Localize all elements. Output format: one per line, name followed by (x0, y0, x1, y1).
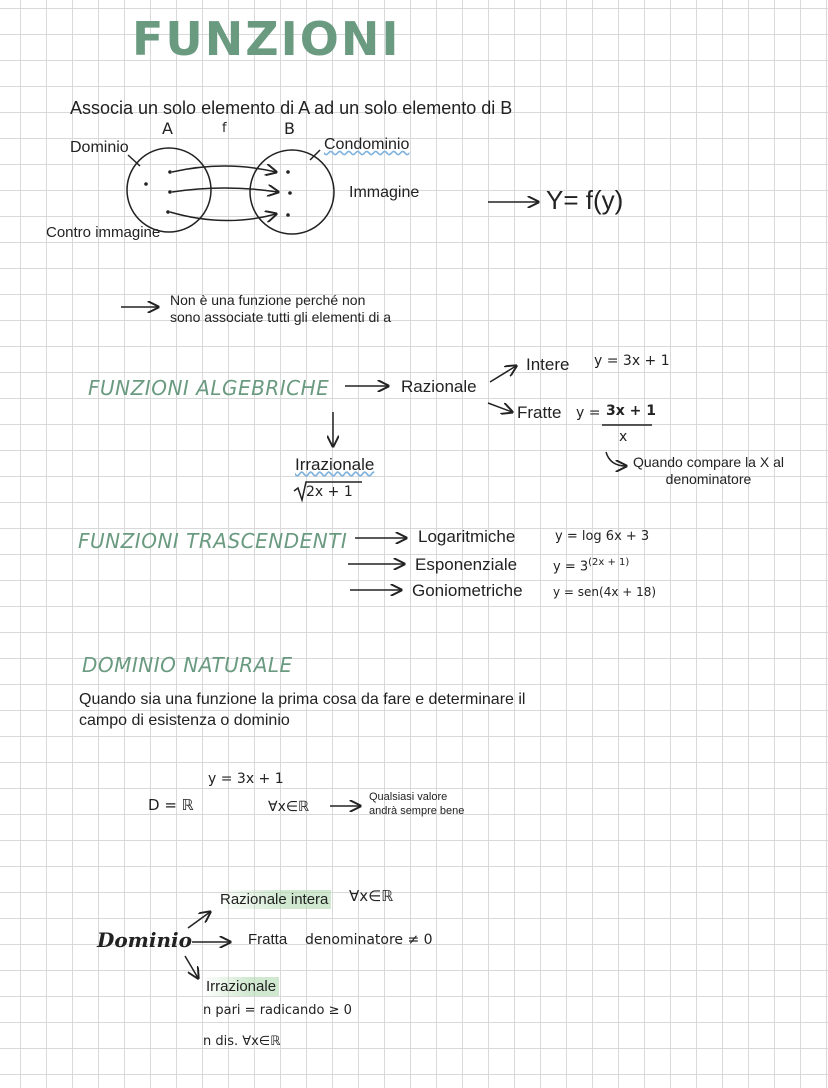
d-equals-r: D = ℝ (148, 796, 194, 814)
dominio-cases-label: Dominio (97, 928, 192, 952)
qualsiasi-note-line2: andrà sempre bene (369, 805, 465, 817)
fratta-label: Fratta (248, 931, 288, 948)
goniometriche-label: Goniometriche (412, 581, 523, 600)
forall-x-in-r: ∀x∈ℝ (268, 799, 310, 815)
irrazionale-formula: 2x + 1 (306, 484, 353, 500)
intere-formula: y = 3x + 1 (594, 353, 670, 369)
logaritmiche-formula: y = log 6x + 3 (555, 529, 650, 544)
set-b-dot (288, 191, 292, 195)
qualsiasi-note-line1: Qualsiasi valore (369, 791, 448, 803)
contro-immagine-label: Contro immagine (46, 224, 161, 241)
irrazionale-label: Irrazionale (295, 455, 375, 474)
razionale-label: Razionale (401, 377, 477, 396)
dominio-naturale-heading: DOMINIO NATURALE (82, 653, 293, 677)
intera-arrow (188, 912, 210, 928)
set-b-label: B (284, 119, 295, 138)
trascendenti-heading: FUNZIONI TRASCENDENTI (78, 529, 348, 553)
intro-text: Associa un solo elemento di A ad un solo elemento di B (70, 98, 513, 118)
intere-arrow (490, 366, 516, 382)
algebriche-heading: FUNZIONI ALGEBRICHE (88, 376, 330, 400)
fratta-condition: denominatore ≠ 0 (305, 932, 433, 948)
set-a-circle (127, 148, 211, 232)
page-title: FUNZIONI (132, 12, 401, 66)
esponenziale-base: y = 3 (553, 559, 589, 575)
not-function-line1: Non è una funzione perché non (170, 292, 366, 308)
fratte-label: Fratte (517, 403, 562, 422)
esponenziale-label: Esponenziale (415, 555, 518, 574)
goniometriche-formula: y = sen(4x + 18) (553, 585, 657, 599)
denominatore-note-line1: Quando compare la X al (633, 454, 784, 470)
set-b-circle (250, 150, 334, 234)
not-function-line2: sono associate tutti gli elementi di a (170, 309, 392, 325)
set-b-dot (286, 170, 290, 174)
set-a-dot (144, 182, 148, 186)
fratte-numerator: 3x + 1 (606, 403, 656, 419)
n-pari-condition: n pari = radicando ≥ 0 (203, 1003, 352, 1018)
function-f-label: f (222, 121, 227, 136)
function-formula: Y= f(y) (546, 185, 624, 215)
logaritmiche-label: Logaritmiche (418, 527, 516, 546)
dominio-naturale-line2: campo di esistenza o dominio (79, 712, 290, 729)
irrazionale-case-label: Irrazionale (203, 977, 279, 996)
fratte-y: y = (576, 405, 601, 421)
mapping-arrow-1 (172, 166, 276, 172)
set-a-dot (168, 190, 172, 194)
set-a-dot (166, 210, 170, 214)
esponenziale-exponent: (2x + 1) (588, 557, 630, 568)
set-a-dot (168, 170, 172, 174)
fratte-arrow (488, 403, 512, 412)
dominio-label: Dominio (70, 139, 129, 156)
irrazionale-case-arrow (185, 956, 198, 978)
intere-label: Intere (526, 355, 570, 374)
condominio-label: Condominio (324, 136, 410, 153)
n-dis-condition: n dis. ∀x∈ℝ (203, 1034, 281, 1049)
immagine-label: Immagine (349, 184, 420, 201)
sqrt-symbol (294, 482, 362, 500)
set-a-label: A (162, 119, 173, 138)
set-b-dot (286, 213, 290, 217)
example-formula: y = 3x + 1 (208, 771, 284, 787)
fratte-denominator: x (619, 429, 628, 445)
razionale-intera-label: Razionale intera (217, 890, 331, 909)
mapping-arrow-2 (172, 188, 278, 192)
dominio-naturale-line1: Quando sia una funzione la prima cosa da fare e determinare il (79, 691, 526, 708)
denominatore-note-line2: denominatore (665, 471, 752, 487)
razionale-intera-condition: ∀x∈ℝ (349, 887, 394, 905)
note-hook-arrow (606, 452, 626, 466)
